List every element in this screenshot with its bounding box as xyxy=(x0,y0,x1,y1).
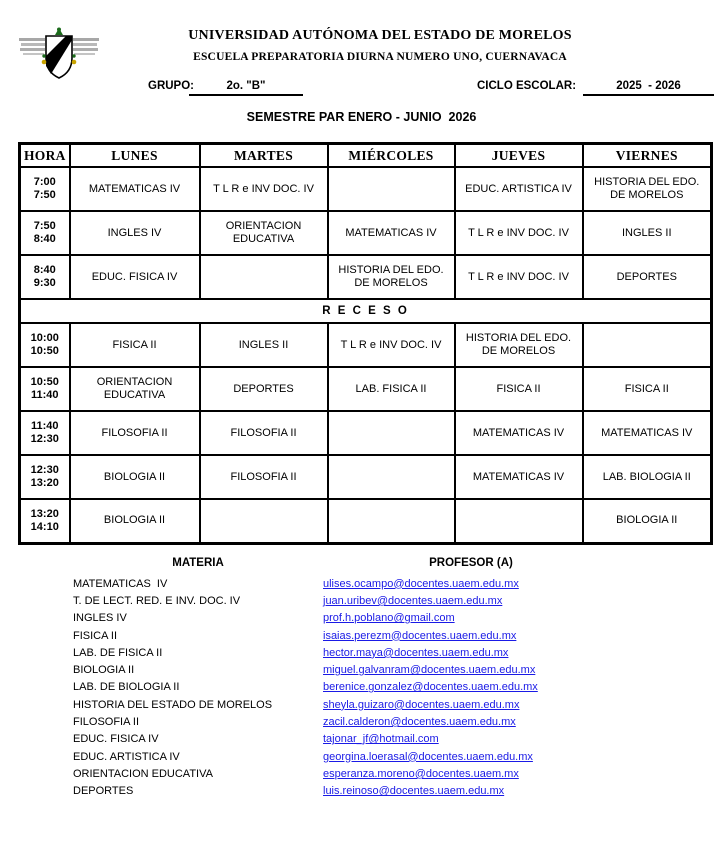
schedule-cell xyxy=(583,323,712,367)
professor-email-link[interactable]: esperanza.moreno@docentes.uaem.mx xyxy=(323,767,519,780)
faculty-row xyxy=(73,713,653,730)
schedule-cell: EDUC. ARTISTICA IV xyxy=(455,167,583,211)
schedule-cell xyxy=(455,499,583,543)
subject-name: DEPORTES xyxy=(73,785,134,798)
faculty-row xyxy=(73,610,653,627)
time-end: 14:10 xyxy=(30,520,59,533)
time-start: 8:40 xyxy=(33,264,56,276)
faculty-row xyxy=(73,661,653,678)
schedule-cell: HISTORIA DEL EDO. DE MORELOS xyxy=(583,167,712,211)
schedule-cell: T L R e INV DOC. IV xyxy=(328,323,455,367)
subject-name: T. DE LECT. RED. E INV. DOC. IV xyxy=(73,594,241,607)
materia-header: MATERIA xyxy=(172,557,224,569)
schedule-cell: MATEMATICAS IV xyxy=(455,411,583,455)
schedule-cell: BIOLOGIA II xyxy=(70,455,200,499)
group-label: GRUPO: xyxy=(148,80,194,92)
faculty-row xyxy=(73,765,653,782)
time-cell xyxy=(20,323,70,367)
schedule-cell: DEPORTES xyxy=(200,367,328,411)
schedule-cell: T L R e INV DOC. IV xyxy=(200,167,328,211)
schedule-cell xyxy=(328,167,455,211)
faculty-row xyxy=(73,592,653,609)
column-header-martes: MARTES xyxy=(200,144,328,168)
time-start: 7:00 xyxy=(33,176,56,188)
schedule-cell: T L R e INV DOC. IV xyxy=(455,255,583,299)
professor-email-link[interactable]: hector.maya@docentes.uaem.edu.mx xyxy=(323,646,509,659)
column-header-hora: HORA xyxy=(20,144,70,168)
faculty-list xyxy=(73,575,653,800)
schedule-cell xyxy=(328,455,455,499)
professor-email-link[interactable]: isaias.perezm@docentes.uaem.edu.mx xyxy=(323,629,517,642)
schedule-row xyxy=(20,455,712,499)
subject-name: ORIENTACION EDUCATIVA xyxy=(73,767,213,780)
time-cell xyxy=(20,499,70,543)
time-end: 7:50 xyxy=(33,189,56,201)
professor-email-link[interactable]: miguel.galvanram@docentes.uaem.edu.mx xyxy=(323,664,536,677)
schedule-cell: INGLES II xyxy=(583,211,712,255)
time-end: 12:30 xyxy=(30,433,59,445)
professor-email-link[interactable]: zacil.calderon@docentes.uaem.edu.mx xyxy=(323,716,516,729)
schedule-cell: FILOSOFIA II xyxy=(200,455,328,499)
group-value: 2o. "B" xyxy=(189,76,303,96)
schedule-row xyxy=(20,367,712,411)
subject-name: LAB. DE BIOLOGIA II xyxy=(73,681,180,694)
schedule-cell xyxy=(328,499,455,543)
profesor-header: PROFESOR (A) xyxy=(429,557,513,569)
schedule-row xyxy=(20,411,712,455)
university-title: UNIVERSIDAD AUTÓNOMA DEL ESTADO DE MORELOS xyxy=(188,28,572,43)
schedule-cell: DEPORTES xyxy=(583,255,712,299)
schedule-cell: MATEMATICAS IV xyxy=(455,455,583,499)
schedule-cell: MATEMATICAS IV xyxy=(583,411,712,455)
subject-name: BIOLOGIA II xyxy=(73,664,135,677)
time-start: 13:20 xyxy=(30,507,59,520)
subject-name: FILOSOFIA II xyxy=(73,716,140,729)
schedule-cell: FILOSOFIA II xyxy=(200,411,328,455)
school-cycle-value: 2025 - 2026 xyxy=(583,76,714,96)
time-cell xyxy=(20,455,70,499)
schedule-cell xyxy=(200,499,328,543)
schedule-cell: HISTORIA DEL EDO. DE MORELOS xyxy=(455,323,583,367)
subject-name: MATEMATICAS IV xyxy=(73,577,168,590)
time-start: 11:40 xyxy=(30,420,59,432)
time-start: 7:50 xyxy=(33,220,56,232)
time-cell xyxy=(20,367,70,411)
schedule-row xyxy=(20,323,712,367)
schedule-cell: BIOLOGIA II xyxy=(70,499,200,543)
professor-email-link[interactable]: sheyla.guizaro@docentes.uaem.edu.mx xyxy=(323,698,520,711)
time-end: 9:30 xyxy=(33,277,56,289)
subject-name: LAB. DE FISICA II xyxy=(73,646,163,659)
schedule-cell: BIOLOGIA II xyxy=(583,499,712,543)
professor-email-link[interactable]: ulises.ocampo@docentes.uaem.edu.mx xyxy=(323,577,519,590)
time-start: 10:50 xyxy=(30,376,59,388)
schedule-cell: INGLES II xyxy=(200,323,328,367)
schedule-cell: FISICA II xyxy=(70,323,200,367)
schedule-header-row xyxy=(20,144,712,168)
time-cell xyxy=(20,255,70,299)
schedule-cell xyxy=(328,411,455,455)
column-header-lunes: LUNES xyxy=(70,144,200,168)
column-header-jueves: JUEVES xyxy=(455,144,583,168)
schedule-cell: EDUC. FISICA IV xyxy=(70,255,200,299)
subject-name: FISICA II xyxy=(73,629,118,642)
schedule-row xyxy=(20,255,712,299)
professor-email-link[interactable]: prof.h.poblano@gmail.com xyxy=(323,612,455,625)
faculty-row xyxy=(73,575,653,592)
faculty-row xyxy=(73,627,653,644)
faculty-headers xyxy=(0,557,723,572)
schedule-row xyxy=(20,499,712,543)
faculty-row xyxy=(73,696,653,713)
school-subtitle: ESCUELA PREPARATORIA DIURNA NUMERO UNO, CUERNAVACA xyxy=(193,51,567,63)
faculty-row xyxy=(73,679,653,696)
column-header-miercoles: MIÉRCOLES xyxy=(328,144,455,168)
professor-email-link[interactable]: berenice.gonzalez@docentes.uaem.edu.mx xyxy=(323,681,538,694)
time-cell xyxy=(20,411,70,455)
time-start: 12:30 xyxy=(30,464,59,476)
semester-title: SEMESTRE PAR ENERO - JUNIO 2026 xyxy=(246,110,477,124)
schedule-row xyxy=(20,211,712,255)
faculty-row xyxy=(73,644,653,661)
subject-name: INGLES IV xyxy=(73,612,127,625)
receso-row xyxy=(20,299,712,323)
professor-email-link[interactable]: tajonar_jf@hotmail.com xyxy=(323,733,439,746)
faculty-row xyxy=(73,783,653,800)
schedule-cell: ORIENTACION EDUCATIVA xyxy=(200,211,328,255)
time-start: 10:00 xyxy=(30,332,59,344)
column-header-viernes: VIERNES xyxy=(583,144,712,168)
schedule-cell: FISICA II xyxy=(455,367,583,411)
subject-name: EDUC. FISICA IV xyxy=(73,733,159,746)
subject-name: HISTORIA DEL ESTADO DE MORELOS xyxy=(73,698,273,711)
time-end: 11:40 xyxy=(30,389,59,401)
faculty-row xyxy=(73,731,653,748)
schedule-cell: MATEMATICAS IV xyxy=(70,167,200,211)
subject-name: EDUC. ARTISTICA IV xyxy=(73,750,180,763)
professor-email-link[interactable]: juan.uribev@docentes.uaem.edu.mx xyxy=(323,594,503,607)
time-end: 8:40 xyxy=(33,233,56,245)
time-cell xyxy=(20,167,70,211)
receso-label: R E C E S O xyxy=(20,299,712,323)
schedule-cell xyxy=(200,255,328,299)
schedule-cell: LAB. BIOLOGIA II xyxy=(583,455,712,499)
schedule-cell: FILOSOFIA II xyxy=(70,411,200,455)
faculty-row xyxy=(73,748,653,765)
schedule-row xyxy=(20,167,712,211)
schedule-cell: T L R e INV DOC. IV xyxy=(455,211,583,255)
schedule-table xyxy=(18,142,713,545)
schedule-cell: MATEMATICAS IV xyxy=(328,211,455,255)
professor-email-link[interactable]: luis.reinoso@docentes.uaem.edu.mx xyxy=(323,785,505,798)
time-end: 13:20 xyxy=(30,477,59,489)
time-end: 10:50 xyxy=(30,345,59,357)
school-cycle-label: CICLO ESCOLAR: xyxy=(477,80,577,92)
schedule-cell: HISTORIA DEL EDO. DE MORELOS xyxy=(328,255,455,299)
schedule-cell: FISICA II xyxy=(583,367,712,411)
time-cell xyxy=(20,211,70,255)
schedule-cell: ORIENTACION EDUCATIVA xyxy=(70,367,200,411)
schedule-cell: INGLES IV xyxy=(70,211,200,255)
schedule-cell: LAB. FISICA II xyxy=(328,367,455,411)
professor-email-link[interactable]: georgina.loerasal@docentes.uaem.edu.mx xyxy=(323,750,533,763)
